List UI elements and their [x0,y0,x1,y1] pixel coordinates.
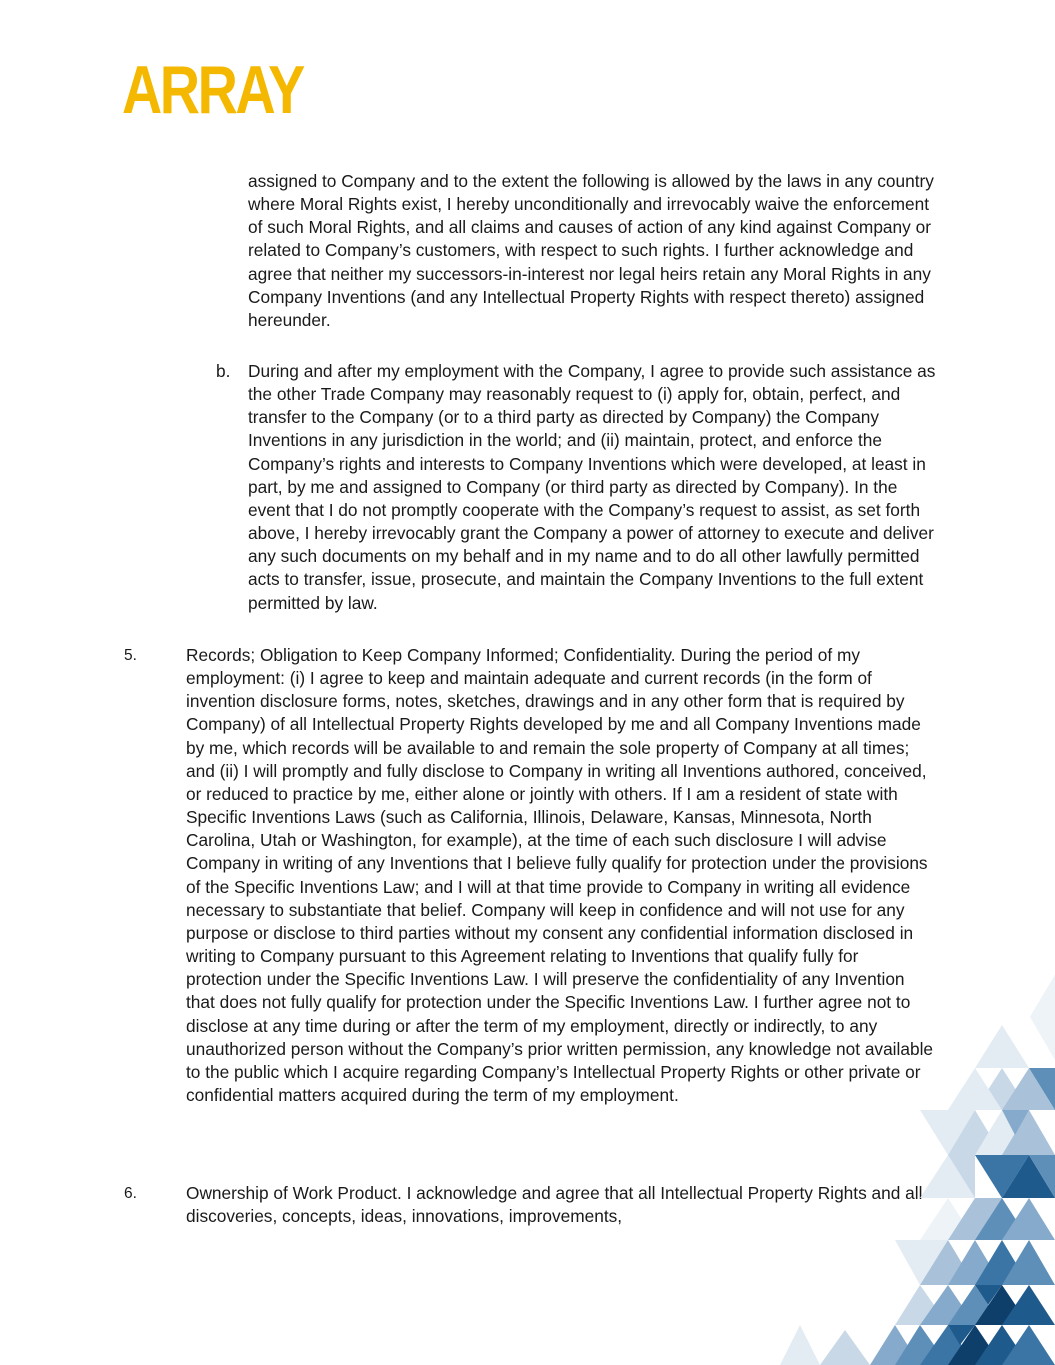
array-logo: ARRAY [122,52,303,128]
triangle-pattern-decoration [760,960,1055,1365]
section-text: Ownership of Work Product. I acknowledge and agree that all Intellectual Property Rights and all discoveries, concepts, ideas, innovations, improvements, [186,1183,923,1227]
section-number: 6. [124,1185,137,1202]
section-number: 5. [124,647,137,664]
sub-item-b [216,360,938,615]
sub-item-text: During and after my employment with the Company, I agree to provide such assistance as the other Trade Company may reasonably request to (i) apply for, obtain, perfect, and transfer to the Company (or to a third party as directed by Company) the Company Inventions in any jurisdiction in the world; and (ii) maintain, protect, and enforce the Company’s rights and interests to Company Inventions which were developed, at least in part, by me and assigned to Company (or third party as directed by Company). In the event that I do not promptly cooperate with the Company’s request to assist, as set forth above, I hereby irrevocably grant the Company a power of attorney to execute and deliver any such documents on my behalf and in my name and to do all other lawfully permitted acts to transfer, issue, prosecute, and maintain the Company Inventions to the full extent permitted by law. [248,361,936,613]
section-text: Records; Obligation to Keep Company Informed; Confidentiality. During the period of my employment: (i) I agree to keep and maintain adequate and current records (in the form of invention disclosure forms, notes, sketches, drawings and in any other form that is required by Company) of all Intellectual Property Rights developed by me and all Company Inventions made by me, which records will be available to and remain the sole property of Company at all times; and (ii) I will promptly and fully disclose to Company in writing all Inventions authored, conceived, or reduced to practice by me, either alone or jointly with others. If I am a resident of state with Specific Inventions Laws (such as California, Illinois, Delaware, Kansas, Minnesota, North Carolina, Utah or Washington, for example), at the time of each such disclosure I will advise Company in writing of any Inventions that I believe fully qualify for protection under the provisions of the Specific Inventions Law; and I will at that time provide to Company in writing all evidence necessary to substantiate that belief. Company will keep in confidence and will not use for any purpose or disclose to third parties without my consent any confidential information disclosed in writing to Company pursuant to this Agreement relating to Inventions that qualify fully for protection under the Specific Inventions Law. I will preserve the confidentiality of any Invention that does not fully qualify for protection under the Specific Inventions Law. I further agree not to disclose at any time during or after the term of my employment, directly or indirectly, to any unauthorized person without the Company’s prior written permission, any knowledge not available to the public which I acquire regarding Company’s Intellectual Property Rights or other private or confidential matters acquired during the term of my employment. [186,645,934,1105]
continuation-paragraph: assigned to Company and to the extent the following is allowed by the laws in any country where Moral Rights exist, I hereby unconditionally and irrevocably waive the enforcement of such Moral Rights, and all claims and causes of action of any kind against Company or related to Company’s customers, with respect to such rights. I further acknowledge and agree that neither my successors-in-interest nor legal heirs retain any Moral Rights in any Company Inventions (and any Intellectual Property Rights with respect thereto) assigned hereunder. [248,171,934,330]
sub-item-marker: b. [216,361,231,381]
